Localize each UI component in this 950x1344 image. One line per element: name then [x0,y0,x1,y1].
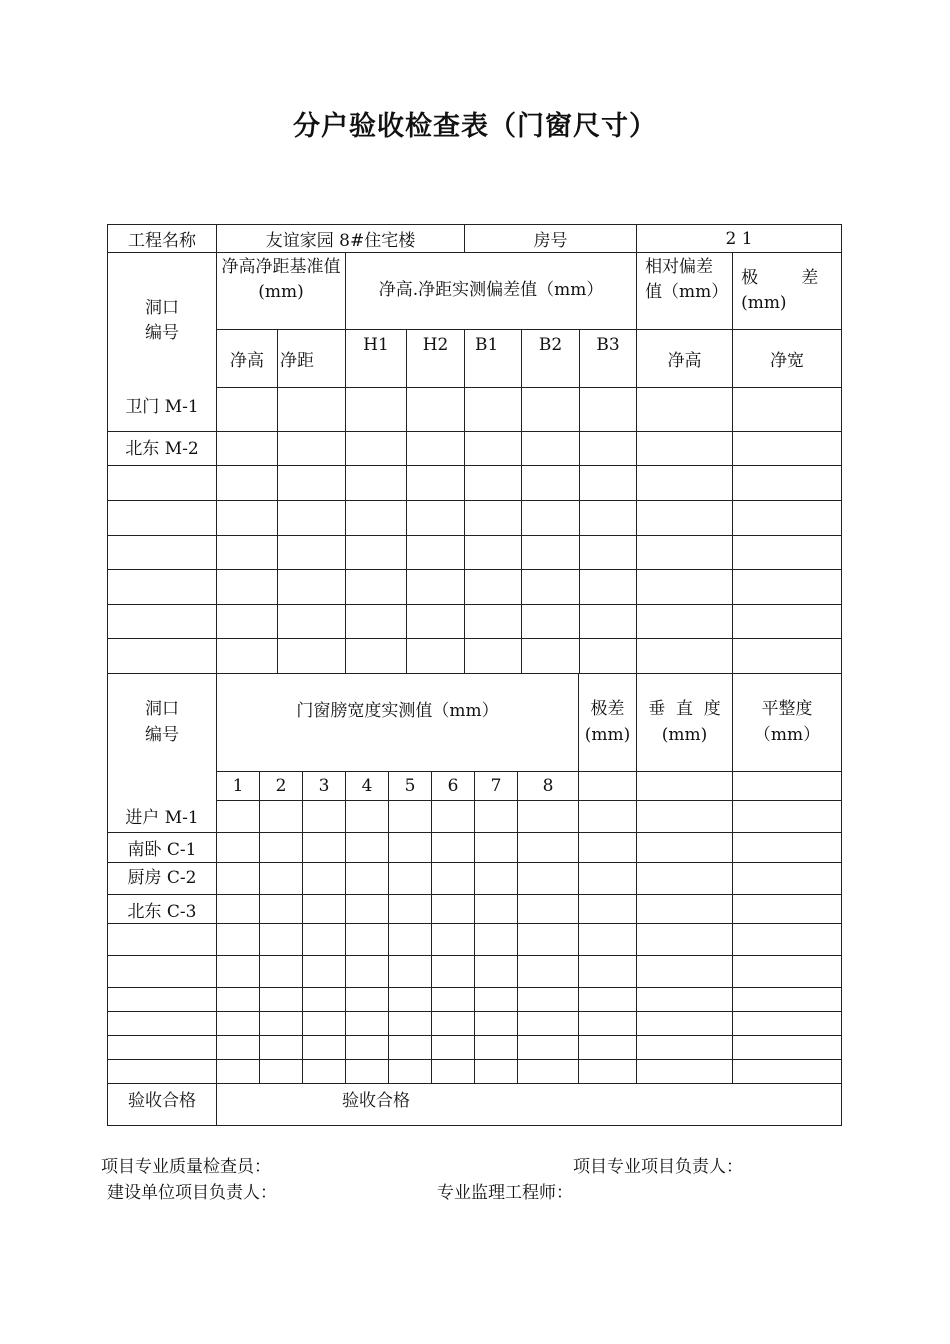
table-row-label [108,639,217,674]
frame-width-table [107,673,842,1126]
verticality-header [637,674,733,772]
range-unit: (mm) [741,293,787,313]
table-row-label [108,1060,217,1084]
column-header: 8 [518,772,579,801]
table-row-label [108,988,217,1012]
column-header: 6 [432,772,475,801]
table-row-label [108,536,217,570]
range-label: 极差 [590,699,625,719]
opening-label: 洞口 [145,699,179,719]
sub-header-b1: B1 [465,330,522,388]
table-row-label [108,956,217,988]
table-row-label [108,1012,217,1036]
sub-header-net-distance: 净距 [278,330,346,388]
column-header: 5 [389,772,432,801]
opening-label: 洞口 [145,298,179,318]
acceptance-value: 验收合格 [217,1084,842,1126]
opening-header [108,253,217,388]
sub-header-relative-height: 净高 [637,330,733,388]
range-unit: (mm) [584,725,631,745]
relative-deviation-header: 相对偏差值（mm） [637,253,733,330]
column-header: 7 [475,772,518,801]
project-manager-label: 项目专业项目负责人： [573,1157,743,1177]
flatness-label: 平整度 [761,699,813,719]
table-row-label [108,570,217,605]
range-header [733,253,842,330]
table-row-label: 厨房 C-2 [108,863,217,895]
flatness-header [733,674,842,772]
sub-header-b2: B2 [522,330,580,388]
dimension-table [107,224,842,674]
table-row-label [108,924,217,956]
column-header: 3 [303,772,346,801]
number-label: 编号 [145,323,179,343]
room-number-value: 2 1 [637,225,842,253]
column-header: 2 [260,772,303,801]
quality-inspector-label: 项目专业质量检查员： [101,1157,271,1177]
frame-width-header: 门窗膀宽度实测值（mm） [217,674,579,772]
table-row-label: 南卧 C-1 [108,833,217,863]
verticality-unit: (mm) [661,725,708,745]
range-header [579,674,637,772]
flatness-unit: （mm） [753,725,821,745]
sub-header-h2: H2 [407,330,465,388]
table-row-label: 北东 M-2 [108,432,217,466]
table-row-label [108,605,217,639]
project-name-label: 工程名称 [108,225,217,253]
table-row-label [108,466,217,501]
baseline-header: 净高净距基准值 (mm) [217,253,346,330]
sub-header-b3: B3 [580,330,637,388]
project-name-value: 友谊家园 8#住宅楼 [217,225,465,253]
supervisor-label: 专业监理工程师： [437,1183,573,1203]
sub-header-relative-width: 净宽 [733,330,842,388]
acceptance-label: 验收合格 [108,1084,217,1126]
column-header: 4 [346,772,389,801]
table-row-label: 北东 C-3 [108,895,217,924]
table-row-label: 进户 M-1 [108,801,217,833]
column-header: 1 [217,772,260,801]
page-title: 分户验收检查表（门窗尺寸） [293,111,657,142]
number-label: 编号 [145,725,179,745]
table-row-label [108,1036,217,1060]
sub-header-h1: H1 [346,330,407,388]
sub-header-net-height: 净高 [217,330,278,388]
range-label: 极 差 [741,268,819,288]
opening-header [108,674,217,801]
table-row-label: 卫门 M-1 [108,388,217,432]
measured-deviation-header: 净高.净距实测偏差值（mm） [346,253,637,330]
table-row-label [108,501,217,536]
owner-manager-label: 建设单位项目负责人： [107,1183,277,1203]
verticality-label: 垂 直 度 [648,699,721,719]
room-number-label: 房号 [465,225,637,253]
